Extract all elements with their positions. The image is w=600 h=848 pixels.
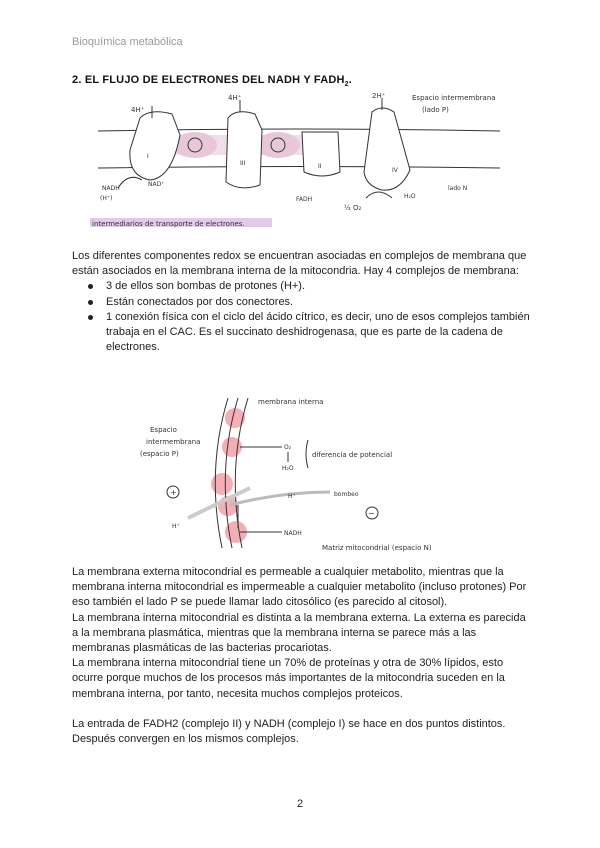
label-intermembrane: Espacio intermembrana <box>412 94 496 102</box>
label-nad: NAD⁺ <box>148 181 165 188</box>
body-paragraph: La membrana interna mitocondrial es distinta a la membrana externa. La externa es parecida a la membrana plasmática, mientras que la membrana interna se parece más a las membranas plasmáticas de las bacterias procariotas. <box>72 611 526 655</box>
section-title-text: 2. EL FLUJO DE ELECTRONES DEL NADH Y FADH <box>72 74 345 86</box>
membrane-highlight <box>225 408 245 428</box>
body-paragraph: La membrana interna mitocondrial tiene un 70% de proteínas y otra de 30% lípidos, esto ocurre porque muchos de los procesos más importantes de la mitocondria suceden en la membrana interna, por tanto, necesita muchos complejos proteicos. <box>72 657 505 700</box>
label-h-complex3: 4H⁺ <box>228 94 242 102</box>
body-text <box>72 565 532 747</box>
label-fadh: FADH <box>296 196 313 203</box>
label-intermembrane-1: Espacio <box>150 426 177 434</box>
list-item: 1 conexión física con el ciclo del ácido cítrico, es decir, uno de esos complejos también trabaja en el CAC. Es el succinato deshidrogenasa, que es parte de la cadena de electrones. <box>72 310 532 356</box>
label-inner-membrane: membrana interna <box>258 398 324 406</box>
label-side-p: (lado P) <box>422 106 449 114</box>
intro-paragraph: Los diferentes componentes redox se encuentran asociadas en complejos de membrana que están asociados en la membrana interna de la mitocondria. Hay 4 complejos de membrana: <box>72 250 527 278</box>
label-oxygen: ½ O₂ <box>344 204 362 212</box>
label-matrix: Matriz mitocondrial (espacio N) <box>322 544 432 552</box>
label-h-complex1: 4H⁺ <box>131 106 145 114</box>
label-side-n: lado N <box>448 185 468 192</box>
label-nadh: NADH <box>102 185 120 192</box>
label-nadh-h: (H⁺) <box>100 195 113 202</box>
label-intermembrane-3: (espacio P) <box>140 450 179 458</box>
label-minus-sign: − <box>368 509 375 518</box>
label-nadh-2: NADH <box>284 530 302 537</box>
label-h-complex4: 2H⁺ <box>372 92 386 100</box>
label-h-plus: H⁺ <box>288 493 296 500</box>
figure1-caption: intermediarios de transporte de electrones. <box>92 220 245 228</box>
section-title-subscript: 2 <box>344 81 349 89</box>
label-complex1: I <box>147 153 149 160</box>
label-o2: O₂ <box>284 444 292 451</box>
label-complex3: III <box>240 160 246 167</box>
body-spacer <box>72 702 532 717</box>
pump-arrow <box>230 492 330 505</box>
potential-brace <box>306 440 308 468</box>
list-item: 3 de ellos son bombas de protones (H+). <box>72 279 532 294</box>
label-pump: bombeo <box>334 491 359 498</box>
body-paragraph: La membrana externa mitocondrial es permeable a cualquier metabolito, mientras que la membrana interna mitocondrial es impermeable a cualquier metabolito (incluso protones) Por eso también el lado P se puede llamar lado citosólico (es parecido al citosol). <box>72 566 527 609</box>
label-complex2: II <box>318 163 322 170</box>
page-number: 2 <box>296 798 304 810</box>
label-h2o: H₂O <box>282 465 294 472</box>
list-item: Están conectados por dos conectores. <box>72 295 532 310</box>
membrane-highlight <box>211 473 233 495</box>
label-potential: diferencia de potencial <box>312 451 393 459</box>
body-paragraph: La entrada de FADH2 (complejo II) y NADH (complejo I) se hace en dos puntos distintos. Después convergen en los mismos complejos. <box>72 717 506 746</box>
running-header: Bioquímica metabólica <box>72 36 183 48</box>
label-water: H₂O <box>404 193 416 200</box>
label-plus-sign: + <box>170 488 177 497</box>
section-title-end: . <box>348 74 353 86</box>
label-complex4: IV <box>392 167 398 174</box>
label-h-plus-2: H⁺ <box>172 523 180 530</box>
membrane-highlight <box>222 437 242 457</box>
label-intermembrane-2: intermembrana <box>146 438 201 446</box>
